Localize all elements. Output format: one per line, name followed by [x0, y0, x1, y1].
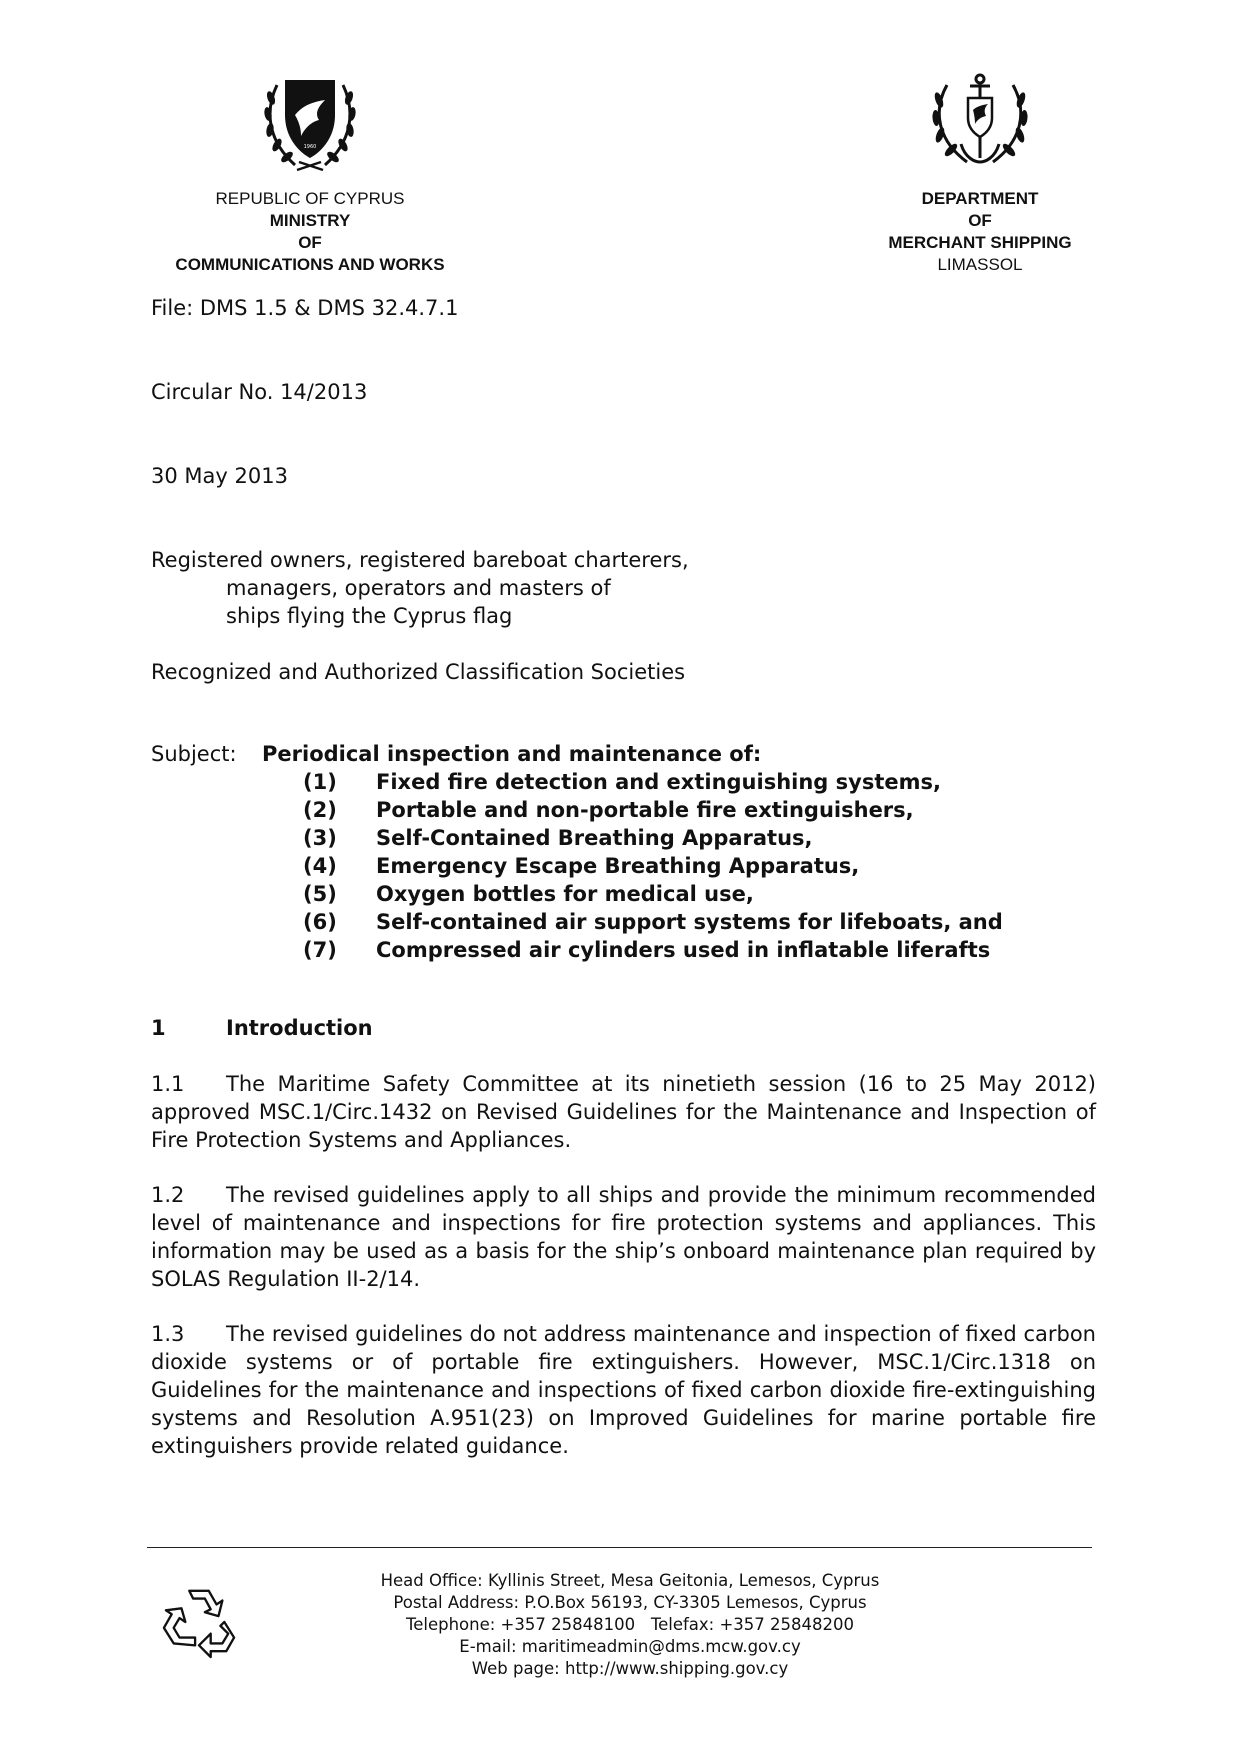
section-number: 1	[151, 1016, 166, 1040]
list-item	[151, 936, 1096, 964]
paragraph-text: The Maritime Safety Committee at its ninetieth session (16 to 25 May 2012) approved MSC.1/Circ.1432 on Revised Guidelines for the Maintenance and Inspection of Fire Protection Systems and Appliances.	[151, 1072, 1096, 1152]
addressee-line-2: managers, operators and masters of	[226, 576, 611, 600]
ministry-letterhead	[150, 70, 470, 276]
footer-address: Head Office: Kyllinis Street, Mesa Geitonia, Lemesos, Cyprus	[380, 1571, 880, 1590]
list-item	[151, 768, 1096, 796]
addressee-line-3: ships flying the Cyprus flag	[226, 604, 513, 628]
paragraph-text: The revised guidelines apply to all ships and provide the minimum recommended level of maintenance and inspections for fire protection systems and appliances. This information may be used as a basis for the ship’s onboard maintenance plan required by SOLAS Regulation II-2/14.	[151, 1183, 1096, 1291]
list-item	[151, 880, 1096, 908]
list-item-text: Self-contained air support systems for lifeboats, and	[376, 910, 1003, 934]
subject-label: Subject:	[151, 742, 237, 766]
ministry-line-4: COMMUNICATIONS AND WORKS	[175, 255, 445, 274]
footer-phone: Telephone: +357 25848100 Telefax: +357 25848200	[405, 1615, 855, 1634]
section-title: Introduction	[226, 1016, 373, 1040]
footer-postal: Postal Address: P.O.Box 56193, CY-3305 Lemesos, Cyprus	[393, 1593, 867, 1612]
list-item-number: (5)	[303, 882, 337, 906]
ministry-line-1: REPUBLIC OF CYPRUS	[215, 189, 405, 208]
list-item	[151, 852, 1096, 880]
list-item-number: (4)	[303, 854, 337, 878]
footer-contact	[300, 1570, 960, 1680]
circular-date: 30 May 2013	[151, 464, 288, 488]
svg-text:1960: 1960	[303, 144, 317, 150]
department-line-2: OF	[968, 211, 992, 230]
subject-title: Periodical inspection and maintenance of:	[262, 742, 762, 766]
paragraph-1-3	[151, 1320, 1096, 1460]
list-item-number: (3)	[303, 826, 337, 850]
footer-divider	[147, 1547, 1092, 1548]
file-reference: File: DMS 1.5 & DMS 32.4.7.1	[151, 296, 459, 320]
list-item-text: Oxygen bottles for medical use,	[376, 882, 754, 906]
list-item	[151, 824, 1096, 852]
department-line-1: DEPARTMENT	[921, 189, 1039, 208]
recycle-icon	[160, 1583, 238, 1659]
addressee-line-1: Registered owners, registered bareboat charterers,	[151, 548, 689, 572]
list-item-number: (6)	[303, 910, 337, 934]
list-item-text: Compressed air cylinders used in inflatable liferafts	[376, 938, 991, 962]
list-item-text: Fixed fire detection and extinguishing systems,	[376, 770, 941, 794]
list-item	[151, 908, 1096, 936]
list-item	[151, 796, 1096, 824]
ministry-line-2: MINISTRY	[269, 211, 351, 230]
department-line-4: LIMASSOL	[937, 255, 1023, 274]
paragraph-number: 1.2	[151, 1183, 185, 1207]
footer-email: E-mail: maritimeadmin@dms.mcw.gov.cy	[459, 1637, 801, 1656]
paragraph-text: The revised guidelines do not address maintenance and inspection of fixed carbon dioxide systems or of portable fire extinguishers. However, MSC.1/Circ.1318 on Guidelines for the maintenance and inspections of fixed carbon dioxide fire-extinguishing systems and Resolution A.951(23) on Improved Guidelines for marine portable fire extinguishers provide related guidance.	[151, 1322, 1096, 1458]
department-letterhead	[840, 70, 1120, 276]
paragraph-number: 1.1	[151, 1072, 185, 1096]
list-item-number: (1)	[303, 770, 337, 794]
list-item-number: (2)	[303, 798, 337, 822]
paragraph-number: 1.3	[151, 1322, 185, 1346]
department-line-3: MERCHANT SHIPPING	[888, 233, 1072, 252]
list-item-text: Portable and non-portable fire extinguishers,	[376, 798, 914, 822]
footer-web: Web page: http://www.shipping.gov.cy	[471, 1659, 789, 1678]
list-item-text: Self-Contained Breathing Apparatus,	[376, 826, 813, 850]
paragraph-1-1	[151, 1070, 1096, 1154]
addressee-line-4: Recognized and Authorized Classification Societies	[151, 660, 686, 684]
anchor-wreath-emblem-icon	[925, 70, 1035, 180]
ministry-line-3: OF	[298, 233, 322, 252]
circular-number: Circular No. 14/2013	[151, 380, 368, 404]
list-item-number: (7)	[303, 938, 337, 962]
paragraph-1-2	[151, 1181, 1096, 1293]
cyprus-coat-of-arms-icon	[255, 70, 365, 180]
list-item-text: Emergency Escape Breathing Apparatus,	[376, 854, 860, 878]
subject-list	[151, 768, 1096, 964]
